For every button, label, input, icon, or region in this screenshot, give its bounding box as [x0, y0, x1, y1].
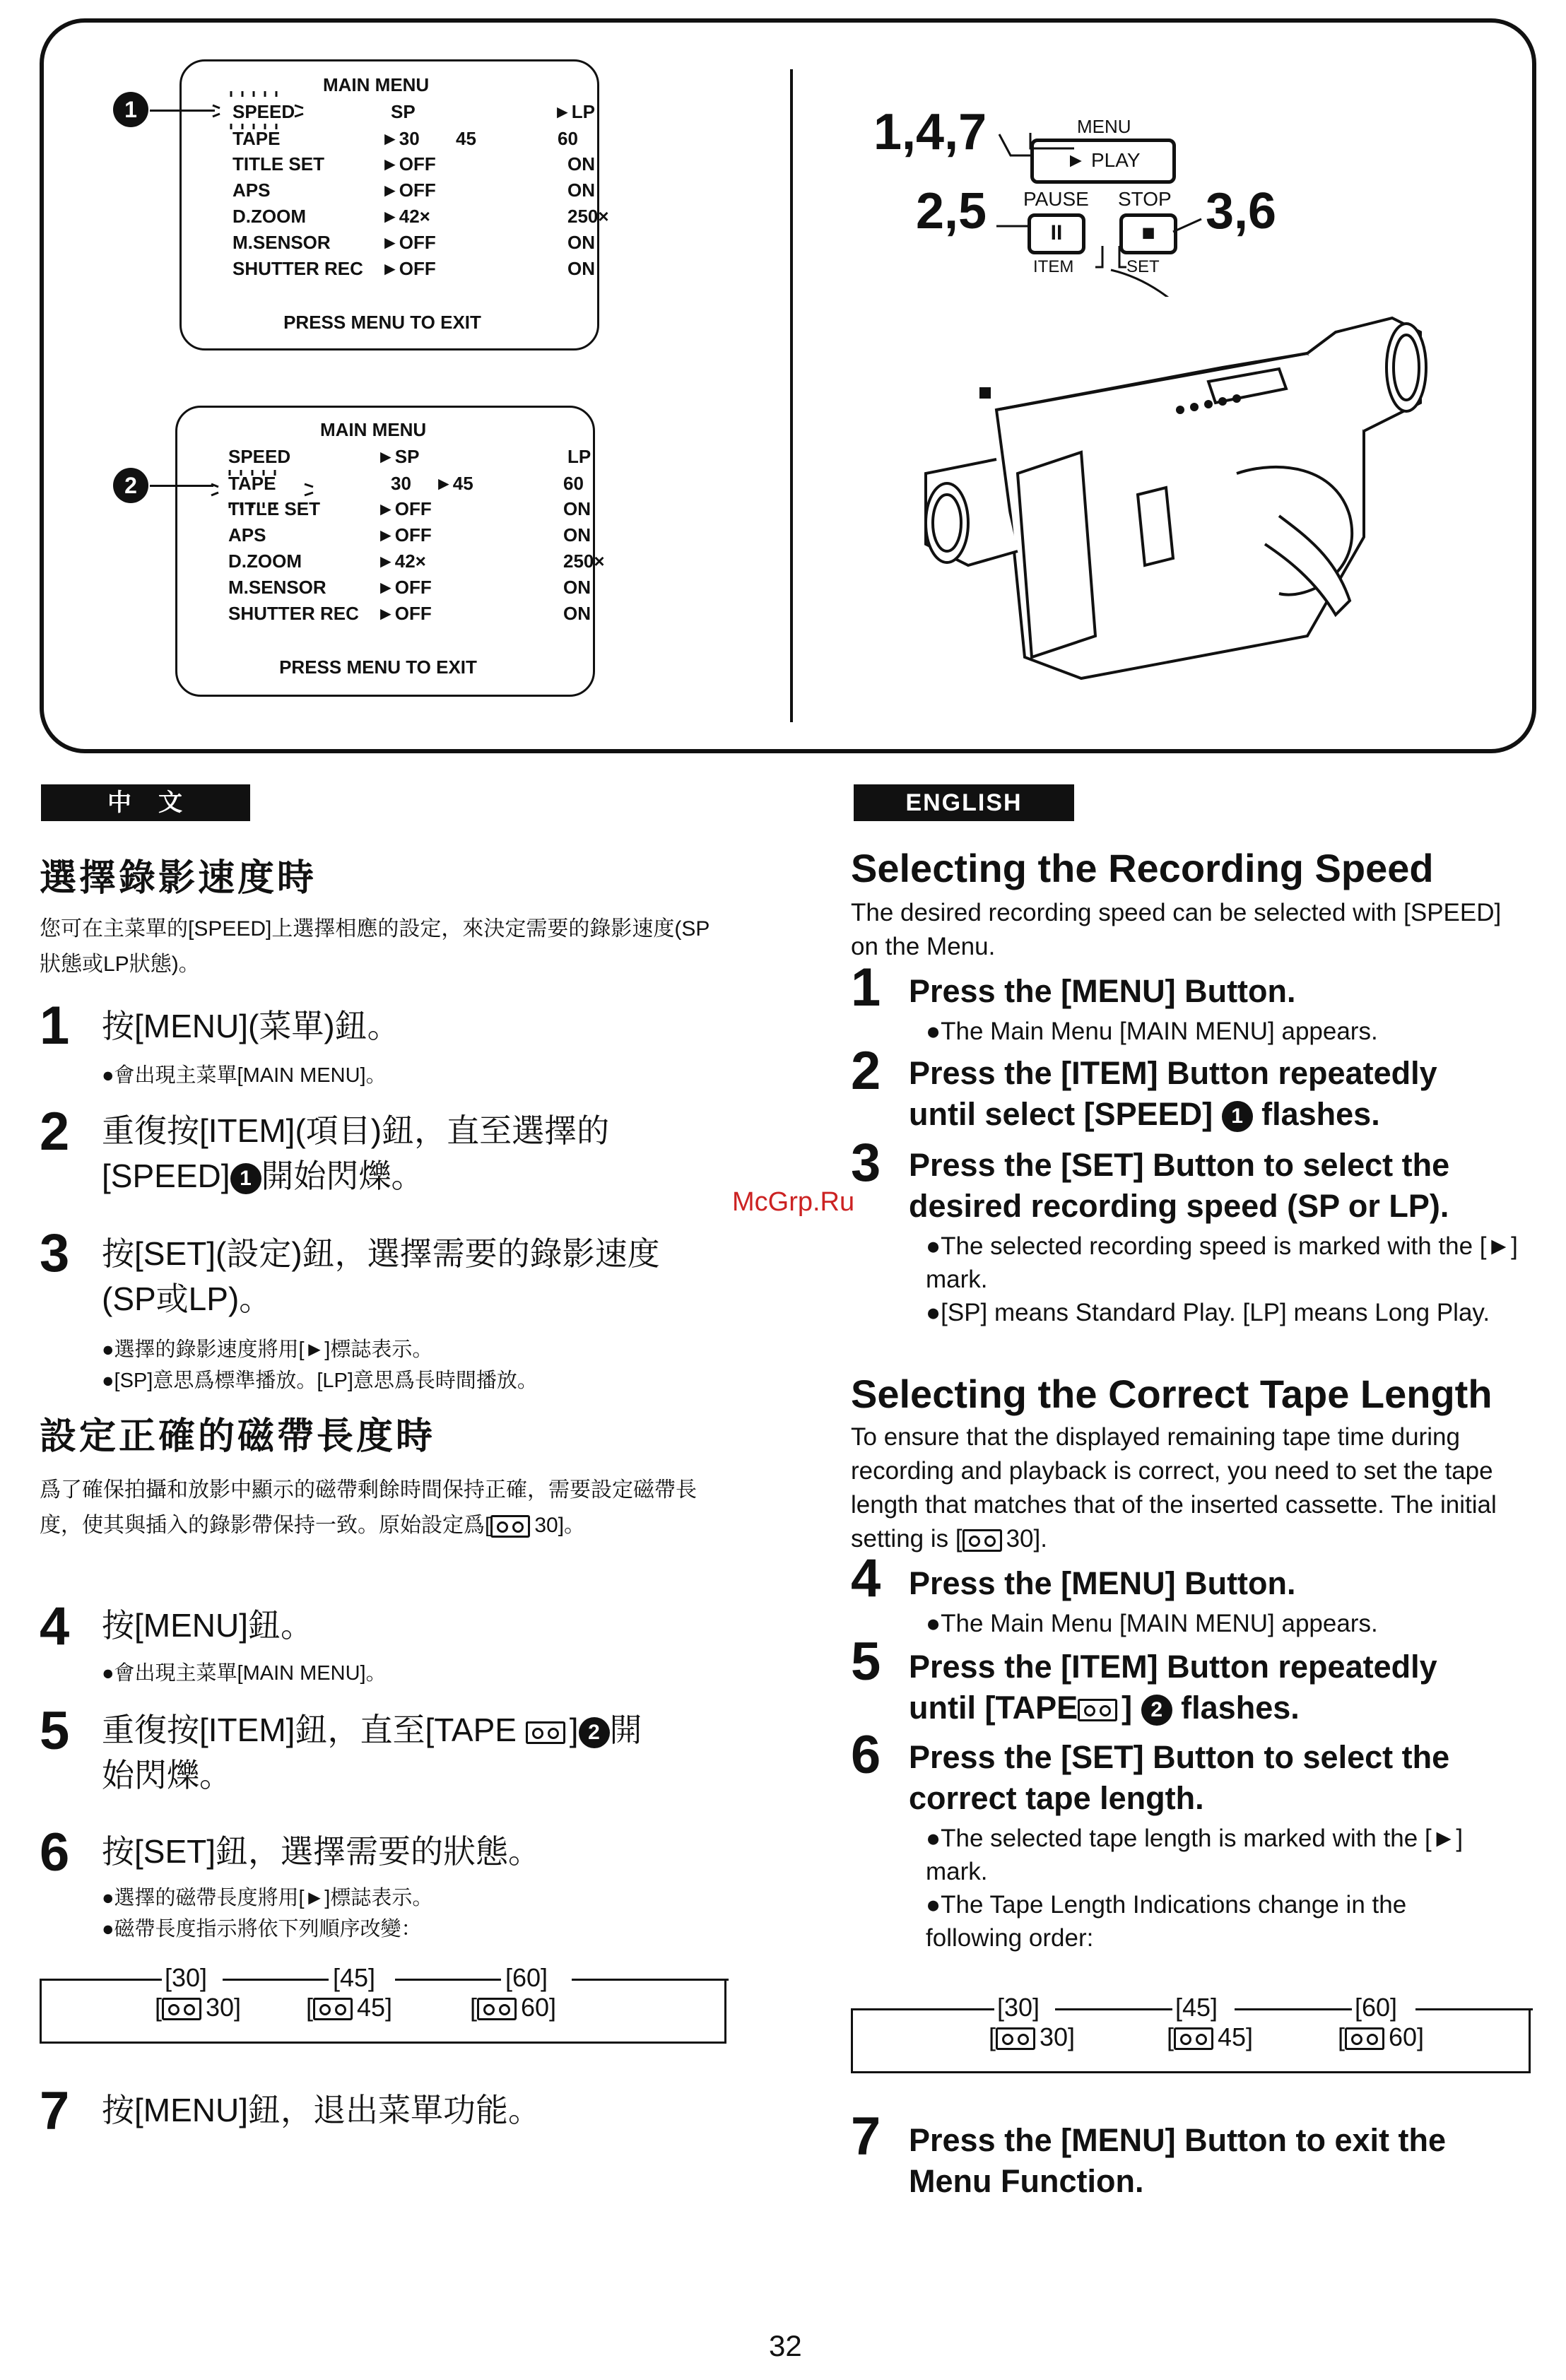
zh-step-number-2: 2: [40, 1102, 70, 1162]
en-intro-speed: The desired recording speed can be selected with [SPEED] on the Menu.: [851, 899, 1502, 960]
menu-row-title-set: [232, 153, 600, 179]
sequence-arrow: [1055, 2008, 1172, 2010]
menu-row-value: ON: [567, 232, 595, 253]
zh-intro-tape: [40, 1473, 731, 1543]
callout-leader-2: [150, 485, 213, 487]
value: 30]: [1040, 2022, 1076, 2051]
zh-step-2-speed: [SPEED]: [102, 1157, 230, 1194]
sequence-top-60: [60]: [1355, 1993, 1398, 2022]
en-intro-tape-end: 30].: [1006, 1525, 1047, 1553]
en-step-7: [909, 2120, 1517, 2202]
en-step-1: Press the [MENU] Button.: [909, 973, 1296, 1009]
zh-step-5-line1: [102, 1707, 738, 1752]
sequence-arrow: [1415, 2008, 1533, 2010]
sequence-bottom-60: [470, 1993, 556, 2022]
en-step-6-line2: correct tape length.: [909, 1780, 1204, 1816]
zh-step-2-flash: 開始閃爍。: [261, 1157, 424, 1194]
pause-icon: II: [1050, 221, 1063, 245]
zh-step-3-line2: (SP或LP)。: [102, 1280, 272, 1317]
en-intro-tape-text: To ensure that the displayed remaining tape time during recording and playback is correct, you need to set the tape length that matches that of the inserted cassette. The initial setting is [: [851, 1423, 1497, 1553]
en-heading-recording-speed: Selecting the Recording Speed: [851, 846, 1434, 890]
en-step-5-flashes: flashes.: [1181, 1690, 1300, 1726]
sequence-arrow: [853, 2008, 994, 2010]
en-step-2-line2: [909, 1094, 1517, 1135]
sequence-arrow: [42, 1979, 162, 1981]
menu-row-msensor: [232, 232, 600, 257]
en-step-2-flashes: flashes.: [1261, 1096, 1380, 1132]
sequence-top-30: [30]: [997, 1993, 1040, 2022]
zh-step-number-4: 4: [40, 1596, 70, 1656]
callout-badge-icon: 2: [1141, 1695, 1172, 1726]
menu-row-label: TITLE SET: [228, 498, 320, 519]
zh-intro-tape-text: 爲了確保拍攝和放影中顯示的磁帶剩餘時間保持正確，需要設定磁帶長度，使其與插入的錄影帶保持一致。原始設定爲[: [40, 1478, 697, 1537]
menu-row-value: ON: [563, 577, 591, 598]
menu-row-dzoom: [232, 206, 609, 231]
en-step-5-tape: until [TAPE: [909, 1690, 1078, 1726]
cassette-icon: [477, 1998, 517, 2020]
sequence-top-45: [45]: [1175, 1993, 1218, 2022]
camcorder-illustration: [912, 304, 1449, 714]
cassette-icon: [996, 2027, 1035, 2050]
stop-icon: ■: [1141, 220, 1155, 245]
en-heading-tape-length: Selecting the Correct Tape Length: [851, 1372, 1493, 1416]
flash-marks-icon: [206, 443, 319, 521]
page-number: 32: [769, 2329, 802, 2362]
menu-row-value: 250×: [563, 550, 605, 572]
en-tape-sequence-diagram: [851, 1993, 1531, 2073]
button-callout-147: 1,4,7: [873, 104, 987, 160]
menu-row-value: ►42×: [381, 206, 430, 227]
button-callout-25: 2,5: [916, 183, 987, 240]
watermark: McGrp.Ru: [732, 1187, 855, 1217]
value: 60]: [521, 1993, 557, 2022]
menu-row-value: SP: [391, 101, 416, 122]
en-step-number-3: 3: [851, 1133, 881, 1193]
menu-row-value: ►OFF: [381, 258, 436, 279]
cassette-icon: [490, 1515, 530, 1538]
menu-row-value: ON: [567, 179, 595, 201]
menu-row-value: 30: [391, 473, 411, 494]
en-step-5-line1: Press the [ITEM] Button repeatedly: [909, 1649, 1437, 1685]
zh-step-4: 按[MENU]鈕。: [102, 1607, 313, 1644]
menu-row-value: ►LP: [553, 101, 595, 122]
en-step-6-note-2: ●The Tape Length Indications change in the following order:: [926, 1891, 1407, 1952]
zh-step-1-note: ●會出現主菜單[MAIN MENU]。: [102, 1064, 387, 1087]
menu-row-label: M.SENSOR: [228, 577, 326, 598]
callout-badge-icon: 1: [1222, 1101, 1253, 1132]
en-intro-tape: [851, 1420, 1522, 1556]
en-step-6-line1: Press the [SET] Button to select the: [909, 1739, 1450, 1775]
stop-button-label: STOP: [1118, 188, 1172, 210]
zh-step-6: 按[SET]鈕，選擇需要的狀態。: [102, 1833, 541, 1870]
menu-row-value: ON: [563, 524, 591, 546]
sequence-bottom-30: [155, 1993, 241, 2022]
zh-step-number-1: 1: [40, 996, 70, 1056]
en-step-number-5: 5: [851, 1632, 881, 1692]
zh-step-3: [102, 1231, 738, 1321]
menu-row-label: SPEED: [232, 101, 295, 122]
menu-row-value: ON: [563, 498, 591, 519]
sequence-bottom-45: [306, 1993, 392, 2022]
menu-button-label: MENU: [1077, 116, 1131, 137]
set-label: SET: [1126, 257, 1160, 276]
section-header-chinese: 中 文: [41, 784, 250, 821]
en-step-number-6: 6: [851, 1725, 881, 1785]
zh-step-3-note-2: ●[SP]意思爲標準播放。[LP]意思爲長時間播放。: [102, 1369, 538, 1392]
flash-marks-icon: [210, 81, 316, 145]
zh-step-2-line2: [102, 1153, 738, 1198]
menu-row-label: TAPE: [228, 473, 276, 494]
value: 45]: [1218, 2022, 1254, 2051]
sequence-bottom-30: [989, 2022, 1075, 2052]
sequence-bottom-45: [1167, 2022, 1253, 2052]
menu-row-value: ►30: [381, 128, 420, 149]
en-step-3-note-2: ●[SP] means Standard Play. [LP] means Long Play.: [926, 1299, 1490, 1326]
en-step-5-bracket: ]: [1121, 1690, 1133, 1726]
button-callout-36: 3,6: [1206, 183, 1277, 240]
menu-row-label: D.ZOOM: [232, 206, 306, 227]
zh-step-5-open: 開: [609, 1712, 642, 1748]
en-step-3: [909, 1145, 1517, 1227]
menu-row-value: 60: [563, 473, 584, 494]
zh-step-1: 按[MENU](菜單)鈕。: [102, 1008, 400, 1044]
menu-row-value: ►OFF: [377, 603, 432, 624]
sequence-arrow: [223, 1979, 329, 1981]
en-step-number-4: 4: [851, 1548, 881, 1608]
menu-row-shutter-rec: [228, 603, 596, 628]
en-step-2: [909, 1053, 1517, 1135]
zh-step-2-line1: 重復按[ITEM](項目)鈕，直至選擇的: [102, 1112, 610, 1149]
menu-row-label: SPEED: [228, 446, 291, 467]
menu-row-label: SHUTTER REC: [232, 258, 363, 279]
play-button-label: ► PLAY: [1066, 149, 1141, 171]
value: 30]: [206, 1993, 242, 2022]
sequence-top-60: [60]: [505, 1963, 548, 1992]
en-step-number-1: 1: [851, 958, 881, 1018]
menu-row-value: 60: [558, 128, 578, 149]
item-label: ITEM: [1033, 257, 1074, 276]
menu-row-value: ►OFF: [377, 498, 432, 519]
zh-step-6-note-1: ●選擇的磁帶長度將用[►]標誌表示。: [102, 1887, 433, 1909]
bracket: [: [1167, 2022, 1174, 2051]
menu-row-msensor: [228, 577, 596, 602]
menu-row-value: ►OFF: [377, 524, 432, 546]
menu-row-value: ►OFF: [381, 153, 436, 175]
value: 45]: [357, 1993, 393, 2022]
sequence-top-30: [30]: [165, 1963, 208, 1992]
menu-row-label: M.SENSOR: [232, 232, 331, 253]
menu-row-value: 45: [456, 128, 476, 149]
zh-step-3-note-1: ●選擇的錄影速度將用[►]標誌表示。: [102, 1338, 433, 1361]
zh-intro-speed: 您可在主菜單的[SPEED]上選擇相應的設定，來決定需要的錄影速度(SP狀態或LP狀態)。: [40, 917, 710, 976]
zh-intro-tape-end: 30]。: [534, 1514, 586, 1537]
main-menu-screen-1: [179, 59, 609, 350]
sequence-bottom-60: [1338, 2022, 1424, 2052]
bracket: [: [155, 1993, 163, 2022]
button-leaders: [989, 113, 1244, 297]
zh-step-5: [102, 1707, 738, 1798]
zh-step-7: 按[MENU]鈕，退出菜單功能。: [102, 2092, 541, 2128]
en-step-6: [909, 1737, 1517, 1819]
en-step-5: [909, 1646, 1517, 1728]
menu-exit-hint: PRESS MENU TO EXIT: [279, 656, 477, 678]
menu-row-shutter-rec: [232, 258, 600, 283]
menu-row-label: D.ZOOM: [228, 550, 302, 572]
value: 60]: [1389, 2022, 1425, 2051]
menu-title: MAIN MENU: [320, 419, 427, 440]
callout-badge-icon: 1: [230, 1163, 261, 1194]
menu-row-value: ►OFF: [381, 232, 436, 253]
cassette-icon: [962, 1529, 1002, 1552]
en-step-4-note: ●The Main Menu [MAIN MENU] appears.: [926, 1610, 1378, 1637]
zh-heading-tape-length: 設定正確的磁帶長度時: [40, 1416, 436, 1457]
bracket: [: [1338, 2022, 1346, 2051]
zh-step-number-5: 5: [40, 1701, 70, 1761]
menu-row-aps: [228, 524, 596, 550]
menu-row-value: ►45: [435, 473, 473, 494]
zh-step-5-line2: 始閃爍。: [102, 1757, 232, 1793]
bracket: [: [306, 1993, 314, 2022]
menu-row-value: ON: [567, 153, 595, 175]
menu-row-value: ►42×: [377, 550, 426, 572]
callout-badge-2: 2: [113, 468, 148, 503]
menu-title: MAIN MENU: [323, 74, 430, 95]
cassette-icon: [1078, 1699, 1117, 1721]
menu-row-value: ►SP: [377, 446, 420, 467]
en-step-7-line2: Menu Function.: [909, 2163, 1144, 2199]
zh-step-number-7: 7: [40, 2081, 70, 2141]
menu-row-value: ►OFF: [381, 179, 436, 201]
menu-row-value: ON: [567, 258, 595, 279]
sequence-top-45: [45]: [333, 1963, 376, 1992]
zh-heading-recording-speed: 選擇錄影速度時: [40, 858, 317, 899]
zh-step-5-bracket: ]: [569, 1712, 579, 1748]
en-step-3-line1: Press the [SET] Button to select the: [909, 1147, 1450, 1183]
callout-badge-1: 1: [113, 92, 148, 127]
menu-row-label: TITLE SET: [232, 153, 324, 175]
menu-row-value: LP: [567, 446, 591, 467]
bracket: [: [989, 2022, 996, 2051]
cassette-icon: [313, 1998, 353, 2020]
en-step-1-note: ●The Main Menu [MAIN MENU] appears.: [926, 1018, 1378, 1045]
en-step-3-note-1: ●The selected recording speed is marked with the [►] mark.: [926, 1232, 1518, 1293]
menu-row-value: 250×: [567, 206, 609, 227]
zh-step-number-6: 6: [40, 1822, 70, 1883]
cassette-icon: [162, 1998, 201, 2020]
menu-row-label: TAPE: [232, 128, 281, 149]
en-step-2-speed: until select [SPEED]: [909, 1096, 1213, 1132]
sequence-arrow: [572, 1979, 729, 1981]
cassette-icon: [1174, 2027, 1213, 2050]
zh-step-4-note: ●會出現主菜單[MAIN MENU]。: [102, 1662, 387, 1685]
callout-leader-1: [150, 110, 215, 112]
menu-row-value: ON: [563, 603, 591, 624]
bracket: [: [470, 1993, 478, 2022]
section-header-english: ENGLISH: [854, 784, 1074, 821]
menu-row-label: SHUTTER REC: [228, 603, 359, 624]
main-menu-screen-2: [175, 406, 605, 697]
en-step-6-note-1: ●The selected tape length is marked with the [►] mark.: [926, 1825, 1464, 1885]
en-step-number-7: 7: [851, 2107, 881, 2167]
menu-row-dzoom: [228, 550, 605, 576]
menu-row-aps: [232, 179, 600, 205]
pause-button-label: PAUSE: [1023, 188, 1089, 210]
sequence-arrow: [395, 1979, 501, 1981]
zh-step-6-note-2: ●磁帶長度指示將依下列順序改變：: [102, 1918, 422, 1940]
menu-row-label: APS: [232, 179, 271, 201]
en-step-number-2: 2: [851, 1041, 881, 1101]
en-step-4: Press the [MENU] Button.: [909, 1565, 1296, 1601]
panel-divider: [790, 69, 793, 722]
zh-step-5-text: 重復按[ITEM]鈕，直至[TAPE: [102, 1712, 517, 1748]
menu-row-value: ►OFF: [377, 577, 432, 598]
en-step-7-line1: Press the [MENU] Button to exit the: [909, 2122, 1447, 2158]
en-step-2-line1: Press the [ITEM] Button repeatedly: [909, 1055, 1437, 1091]
menu-exit-hint: PRESS MENU TO EXIT: [283, 312, 481, 333]
cassette-icon: [1345, 2027, 1384, 2050]
en-step-5-line2: [909, 1687, 1517, 1728]
callout-badge-icon: 2: [579, 1717, 610, 1748]
cassette-icon: [526, 1721, 565, 1744]
zh-step-3-line1: 按[SET](設定)鈕，選擇需要的錄影速度: [102, 1235, 660, 1272]
zh-tape-sequence-diagram: [40, 1963, 726, 2044]
en-step-3-line2: desired recording speed (SP or LP).: [909, 1188, 1449, 1224]
zh-step-2: [102, 1108, 738, 1198]
menu-row-label: APS: [228, 524, 266, 546]
zh-step-number-3: 3: [40, 1223, 70, 1283]
sequence-arrow: [1235, 2008, 1352, 2010]
